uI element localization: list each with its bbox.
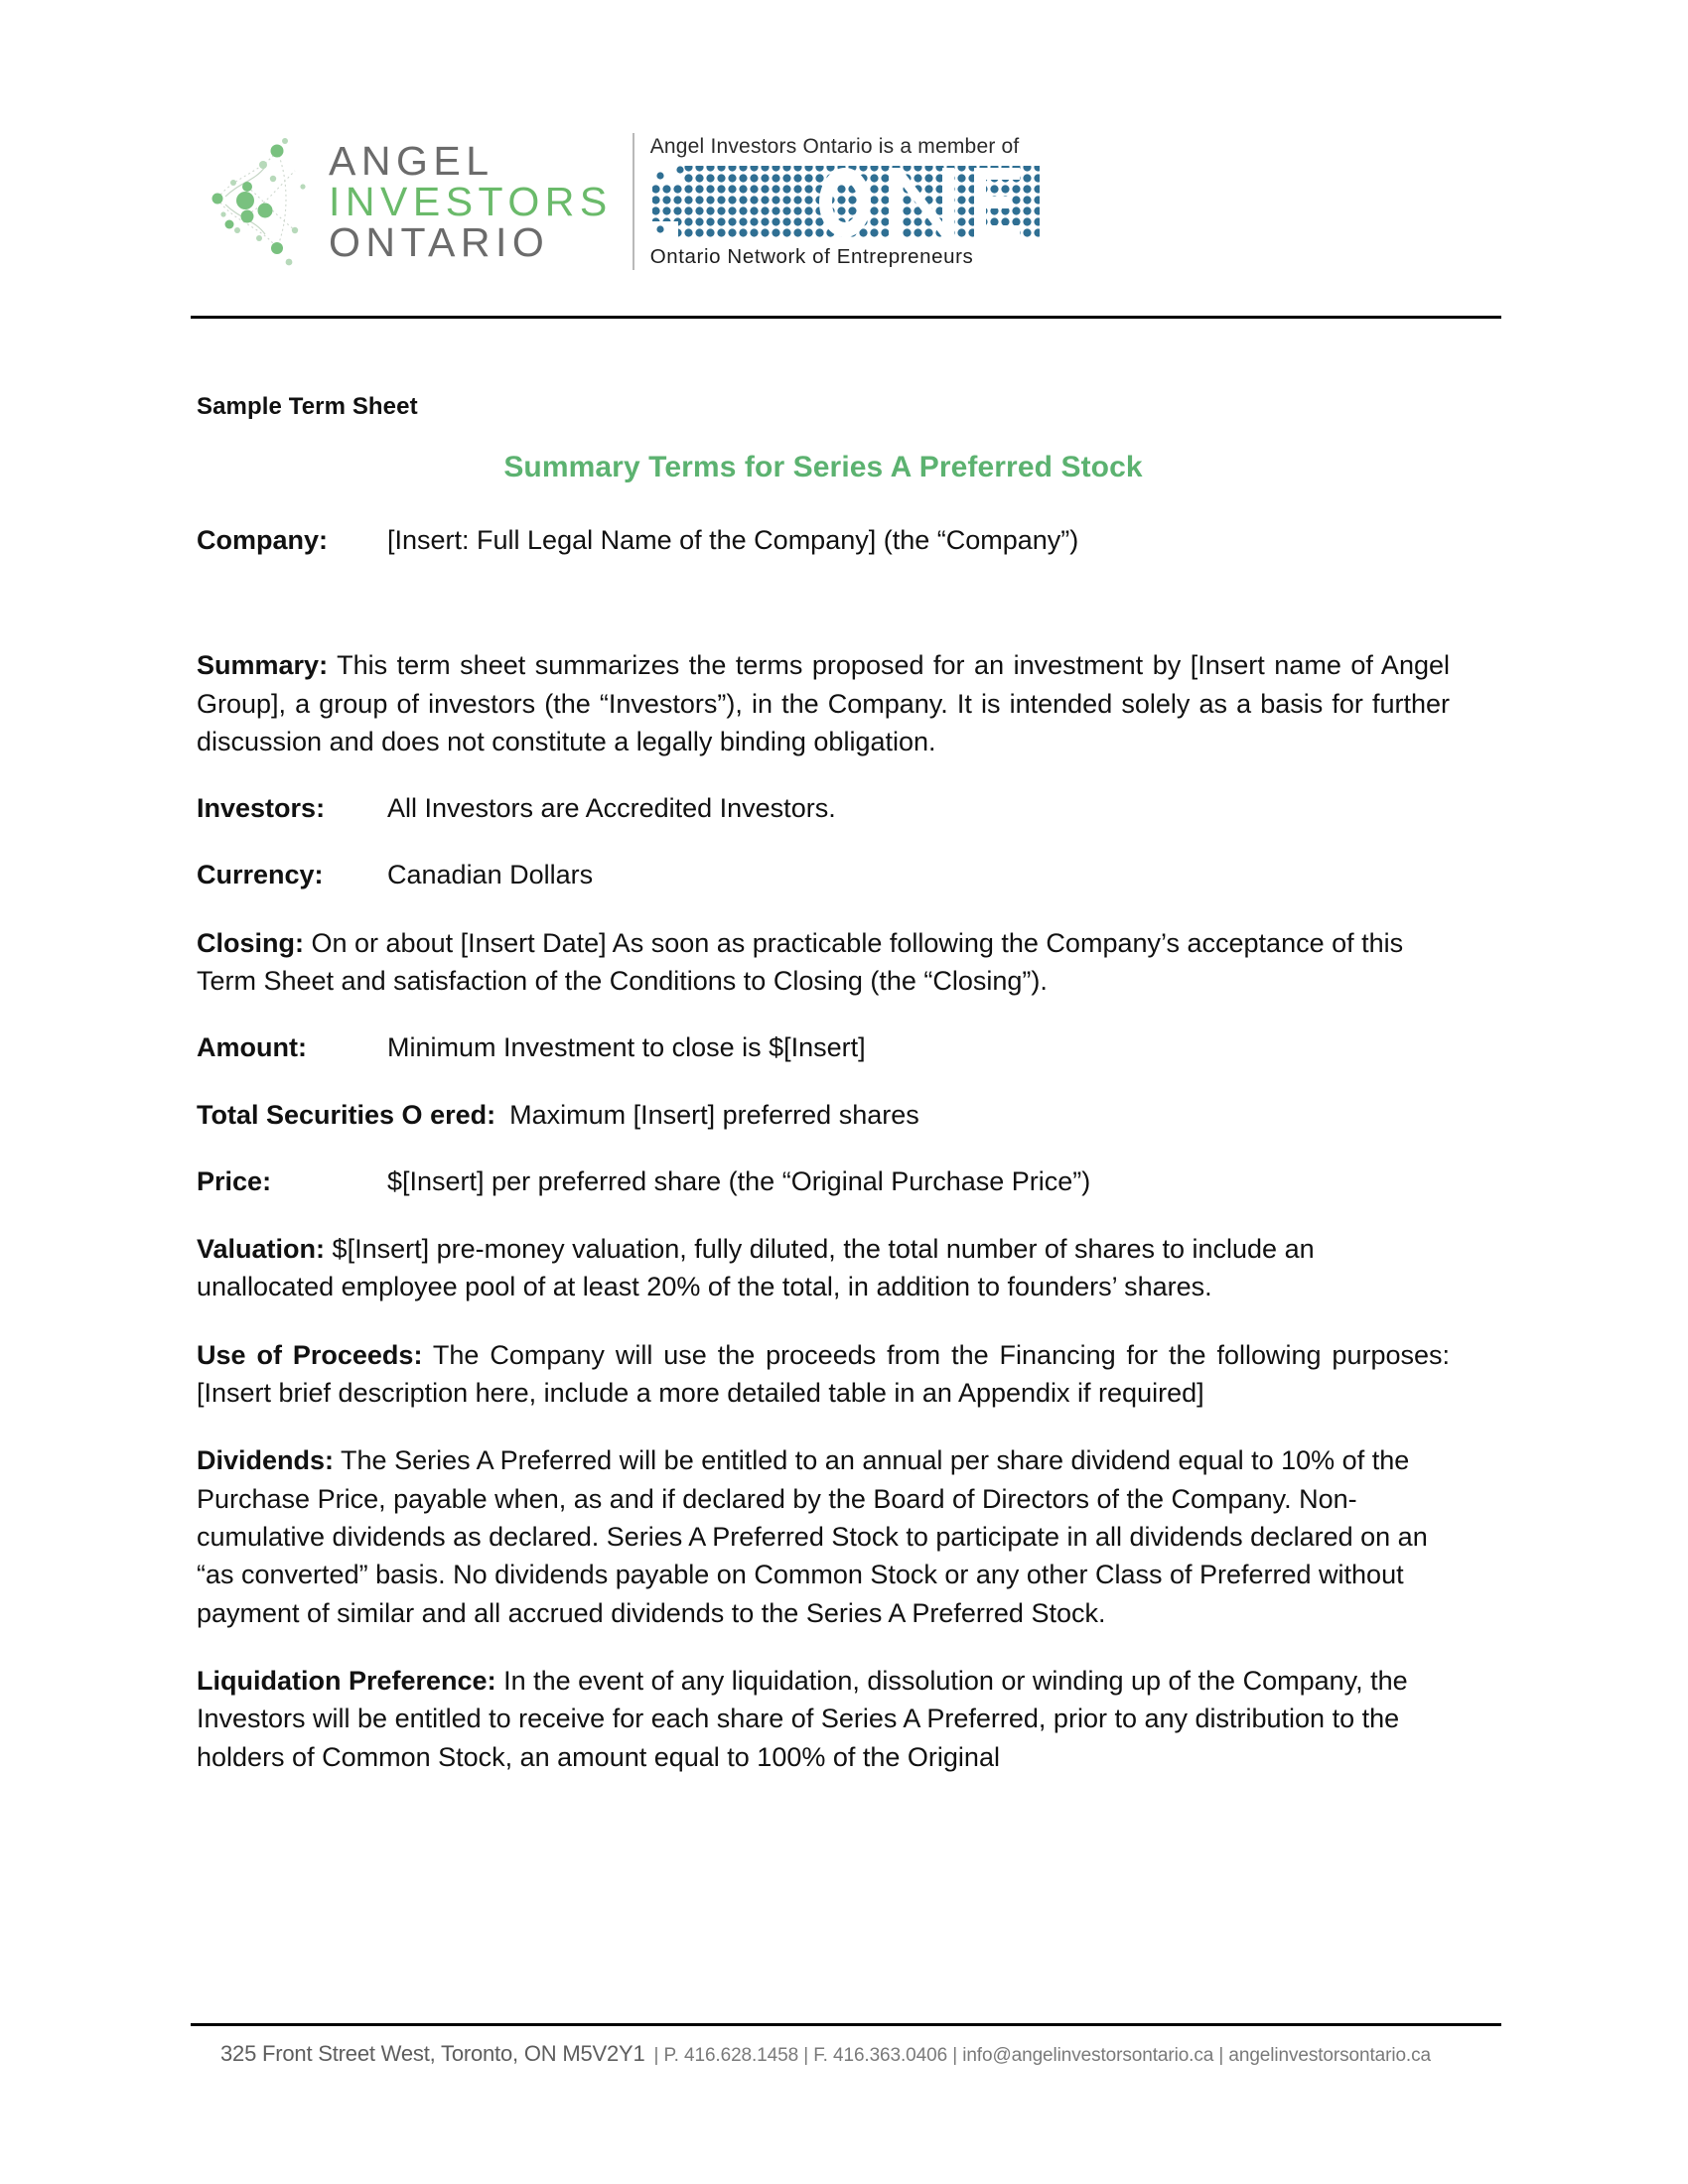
term-row-company bbox=[197, 522, 1450, 559]
one-member-text: Angel Investors Ontario is a member of bbox=[649, 134, 1020, 158]
footer-contact: | P. 416.628.1458 | F. 416.363.0406 | info@angelinvestorsontario.ca | angelinvestorsontario.ca bbox=[653, 2045, 1431, 2066]
document-body bbox=[197, 393, 1450, 1806]
term-value-use-of-proceeds: The Company will use the proceeds from the Financing for the following purposes: [Insert brief description here, include a more detailed table in an Appendix if required] bbox=[197, 1339, 1450, 1409]
logo-divider bbox=[633, 133, 634, 270]
term-label-currency: Currency: bbox=[197, 860, 324, 890]
one-logo-block bbox=[650, 127, 1043, 276]
term-label-summary: Summary: bbox=[197, 650, 329, 681]
term-row-amount bbox=[197, 1029, 1450, 1066]
document-subtitle: Sample Term Sheet bbox=[197, 393, 418, 420]
term-value-company: [Insert: Full Legal Name of the Company] (the “Company”) bbox=[387, 525, 1079, 555]
spacer bbox=[197, 589, 1450, 646]
term-label-closing: Closing: bbox=[197, 927, 304, 958]
term-label-valuation: Valuation: bbox=[197, 1234, 326, 1265]
term-label-company: Company: bbox=[197, 525, 329, 555]
term-value-price: $[Insert] per preferred share (the “Original Purchase Price”) bbox=[387, 1165, 1091, 1196]
term-label-use-of-proceeds: Use of Proceeds: bbox=[197, 1339, 423, 1370]
one-dotmatrix-icon bbox=[650, 162, 1043, 243]
term-value-valuation: $[Insert] pre-money valuation, fully diluted, the total number of shares to include an unallocated employee pool of at least 20% of the total, in addition to founders’ shares. bbox=[197, 1234, 1315, 1302]
term-label-investors: Investors: bbox=[197, 793, 326, 824]
term-value-currency: Canadian Dollars bbox=[387, 860, 594, 890]
term-row-use-of-proceeds bbox=[197, 1336, 1450, 1413]
term-row-total-securities-offered bbox=[197, 1097, 1450, 1134]
logo-line-angel: ANGEL bbox=[329, 137, 494, 184]
logo-line-ontario: ONTARIO bbox=[329, 218, 550, 265]
term-row-liquidation-preference bbox=[197, 1662, 1450, 1776]
term-value-dividends: The Series A Preferred will be entitled to an annual per share dividend equal to 10% of the Purchase Price, payable when, as and if declared by the Board of Directors of the Company. Non-cumulative dividends as declared. Series A Preferred Stock to participate in all dividends declared on an “as converted” basis. No dividends payable on Common Stock or any other Class of Preferred without payment of similar and all accrued dividends to the Series A Preferred Stock. bbox=[197, 1445, 1428, 1628]
term-label-amount: Amount: bbox=[197, 1032, 307, 1063]
footer-divider-rule bbox=[191, 2023, 1501, 2026]
term-row-price bbox=[197, 1163, 1450, 1200]
term-value-liquidation-preference: In the event of any liquidation, dissolution or winding up of the Company, the Investors will be entitled to receive for each share of Series A Preferred, prior to any distribution to the holders of Common Stock, an amount equal to 100% of the Original bbox=[197, 1666, 1408, 1772]
one-tagline-text: Ontario Network of Entrepreneurs bbox=[649, 244, 974, 268]
header-divider-rule bbox=[191, 316, 1501, 319]
term-value-amount: Minimum Investment to close is $[Insert] bbox=[387, 1032, 866, 1063]
term-value-closing: On or about [Insert Date] As soon as practicable following the Company’s acceptance of this Term Sheet and satisfaction of the Conditions to Closing (the “Closing”). bbox=[197, 927, 1404, 997]
document-title: Summary Terms for Series A Preferred Stock bbox=[503, 451, 1143, 483]
footer-address: 325 Front Street West, Toronto, ON M5V2Y1 bbox=[220, 2041, 645, 2066]
term-row-currency bbox=[197, 857, 1450, 893]
term-row-valuation bbox=[197, 1230, 1450, 1306]
angel-investors-ontario-network-icon bbox=[204, 127, 323, 276]
page-header bbox=[0, 0, 1688, 298]
term-label-price: Price: bbox=[197, 1165, 272, 1196]
term-label-liquidation-preference: Liquidation Preference: bbox=[197, 1666, 496, 1697]
term-row-summary bbox=[197, 646, 1450, 760]
term-value-total-securities-offered: Maximum [Insert] preferred shares bbox=[509, 1099, 919, 1130]
angel-investors-ontario-wordmark bbox=[329, 127, 613, 276]
term-value-investors: All Investors are Accredited Investors. bbox=[387, 793, 836, 824]
term-row-dividends bbox=[197, 1441, 1450, 1632]
page-footer bbox=[220, 2041, 1481, 2067]
term-label-dividends: Dividends: bbox=[197, 1445, 335, 1476]
term-row-closing bbox=[197, 924, 1450, 1001]
header-logos bbox=[204, 127, 1043, 276]
logo-line-investors: INVESTORS bbox=[329, 178, 613, 224]
term-label-total-securities-offered: Total Securities O ered: bbox=[197, 1099, 496, 1130]
term-value-summary: This term sheet summarizes the terms proposed for an investment by [Insert name of Angel Group], a group of investors (the “Investors”), in the Company. It is intended solely as a basis for further discussion and does not constitute a legally binding obligation. bbox=[197, 650, 1450, 756]
term-row-investors bbox=[197, 790, 1450, 827]
